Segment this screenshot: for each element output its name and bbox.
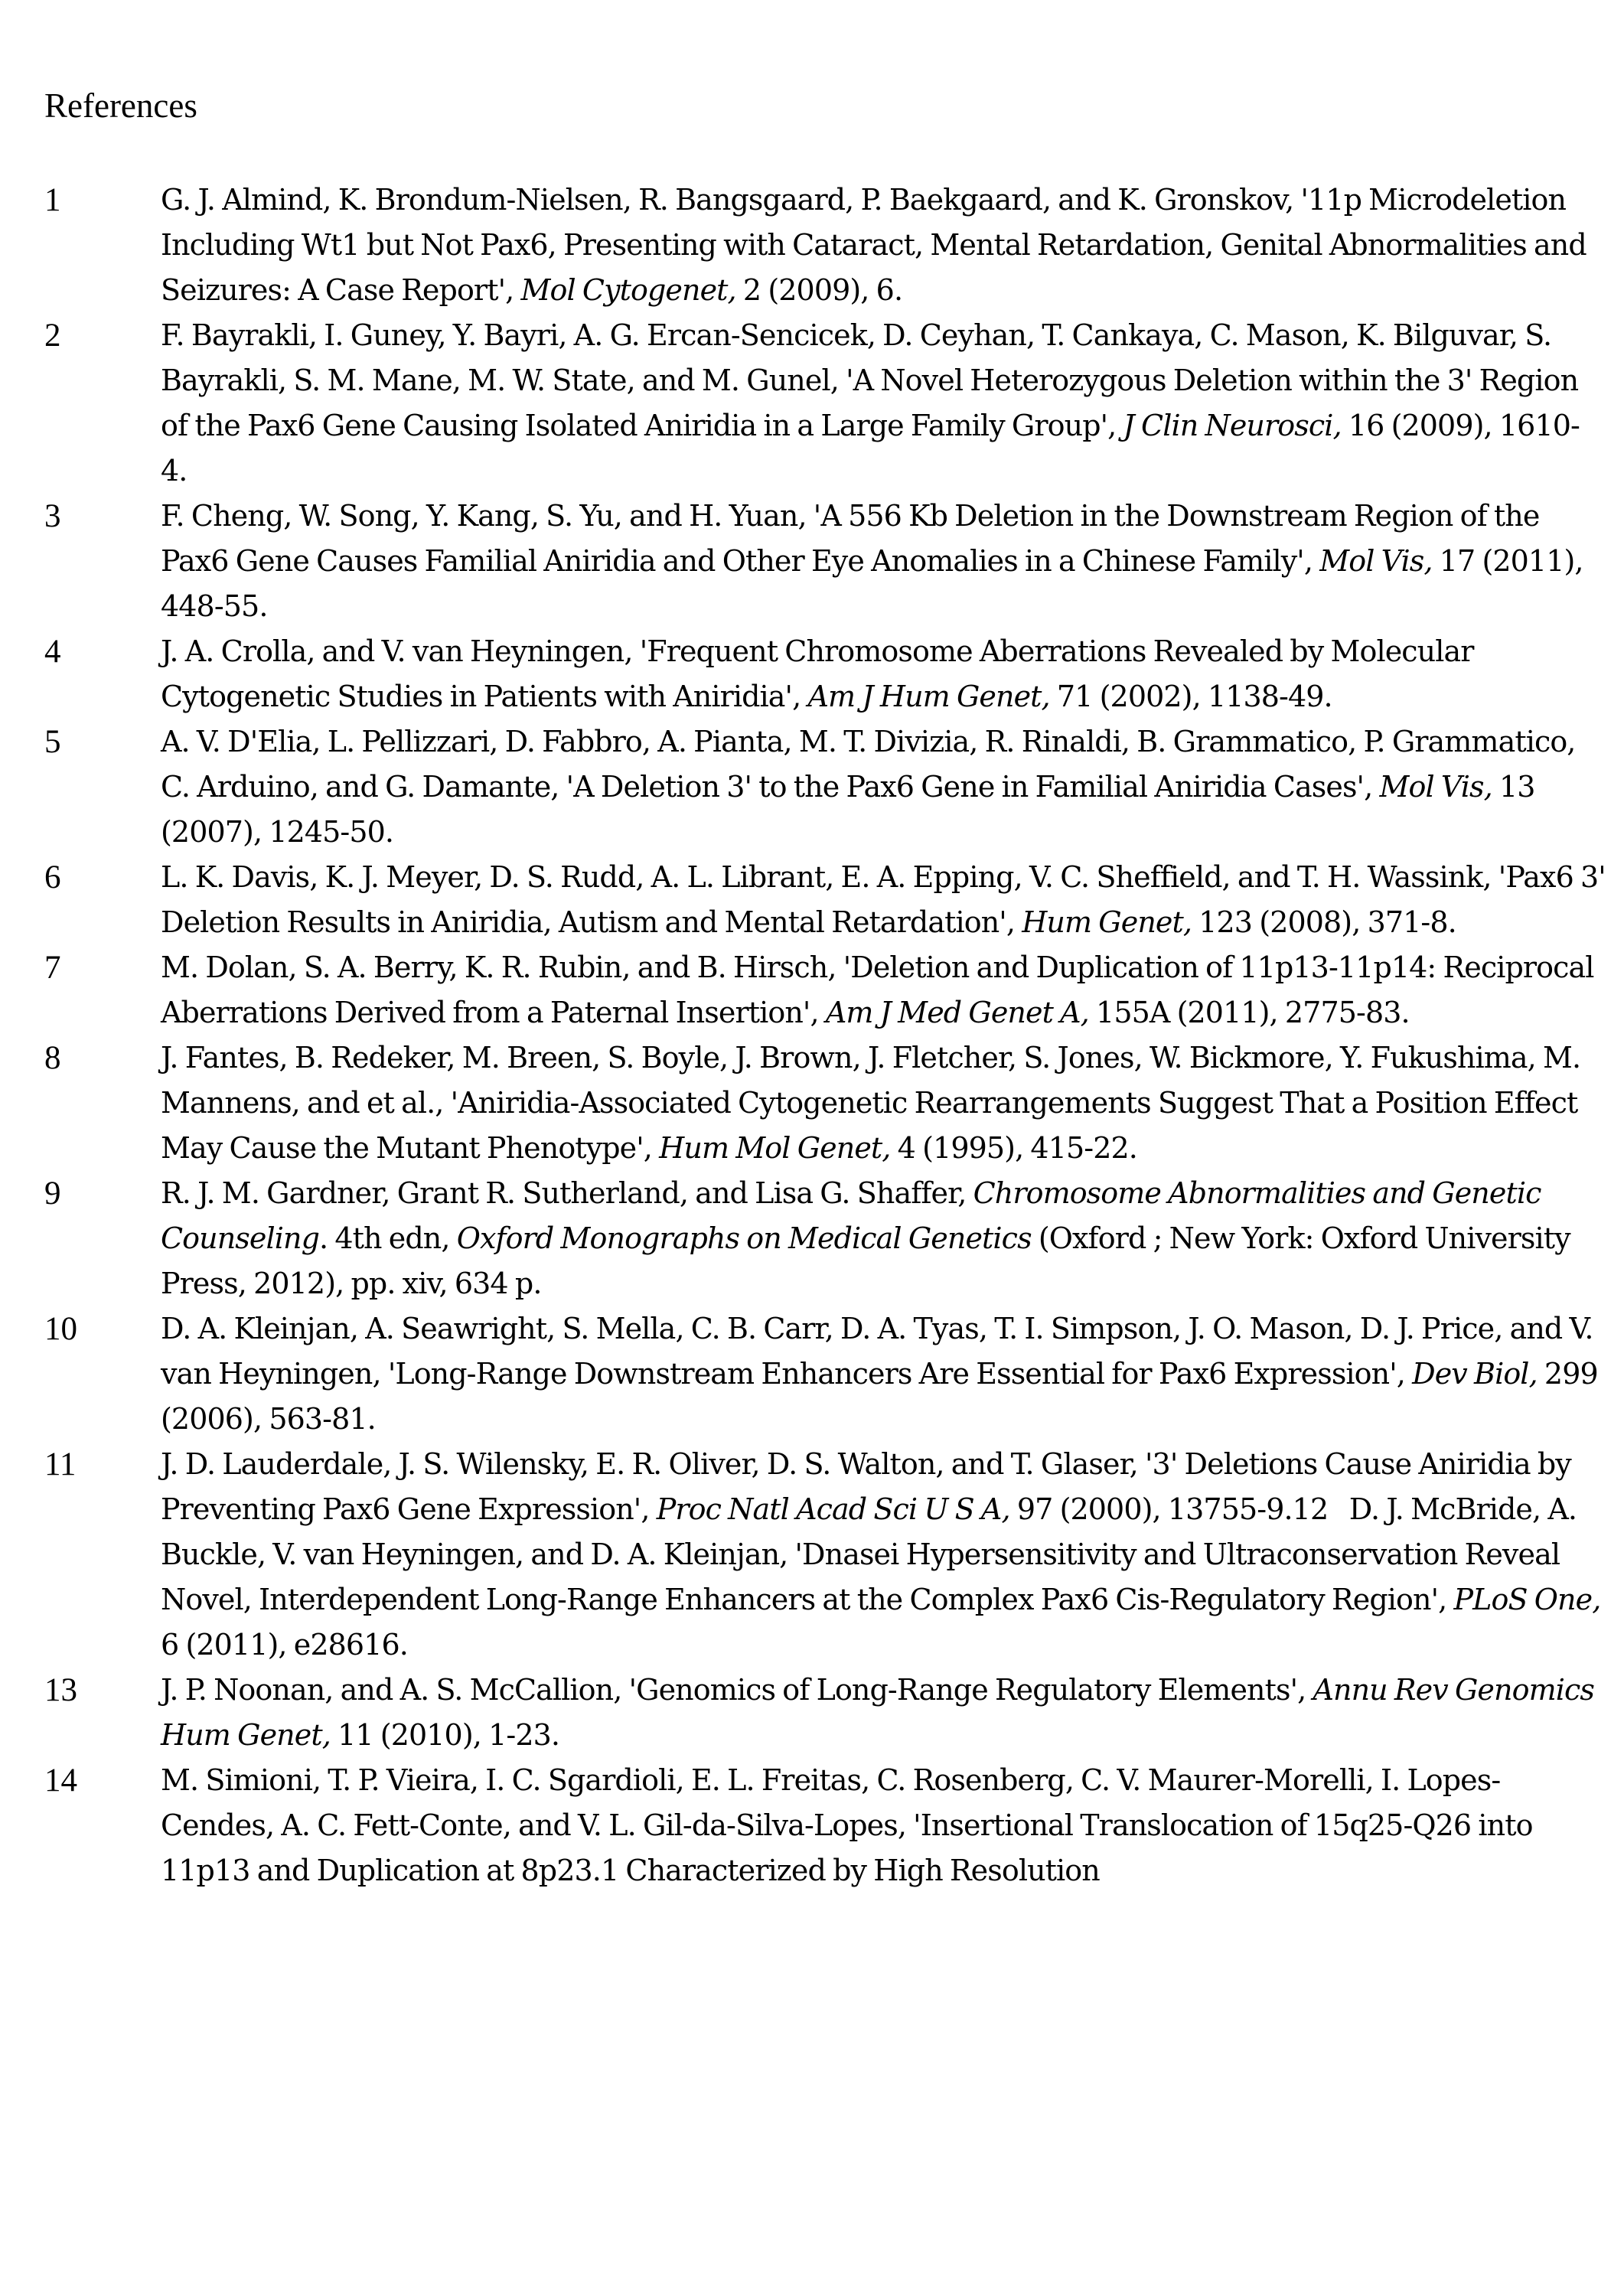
reference-text — [161, 1176, 1570, 1300]
reference-item — [44, 945, 1606, 1035]
reference-item — [44, 494, 1606, 629]
reference-number: 10 — [44, 1311, 77, 1347]
reference-text — [161, 860, 1606, 939]
reference-segment: 2 (2009), 6. — [735, 273, 903, 307]
reference-source-italic: Am J Med Genet A, — [825, 996, 1089, 1029]
reference-text — [161, 318, 1580, 488]
reference-segment: J. P. Noonan, and A. S. McCallion, 'Genomics of Long-Range Regulatory Elements', — [161, 1673, 1313, 1707]
reference-segment: F. Cheng, W. Song, Y. Kang, S. Yu, and H. Yuan, 'A 556 Kb Deletion in the Downstream Region of the Pax6 Gene Causes Familial Aniridia and Other Eye Anomalies in a Chinese Family', — [161, 499, 1540, 578]
reference-segment: 17 (2011), 448-55. — [161, 544, 1583, 623]
reference-item — [44, 855, 1606, 945]
reference-text — [161, 183, 1586, 307]
reference-segment: R. J. M. Gardner, Grant R. Sutherland, and Lisa G. Shaffer, — [161, 1176, 973, 1210]
reference-number: 13 — [44, 1672, 77, 1708]
reference-segment: . 4th edn, — [319, 1221, 457, 1255]
reference-item — [44, 1442, 1606, 1668]
reference-segment: D. A. Kleinjan, A. Seawright, S. Mella, C. B. Carr, D. A. Tyas, T. I. Simpson, J. O. Mason, D. J. Price, and V. van Heyningen, 'Long-Range Downstream Enhancers Are Essential for Pax6 Expression', — [161, 1312, 1593, 1391]
references-heading: References — [44, 86, 197, 125]
reference-text — [161, 1447, 1600, 1662]
reference-number: 14 — [44, 1763, 77, 1799]
reference-segment: J. D. Lauderdale, J. S. Wilensky, E. R. Oliver, D. S. Walton, and T. Glaser, '3' Deletions Cause Aniridia by Preventing Pax6 Gene Expression', — [161, 1447, 1571, 1526]
reference-source-italic: Mol Cytogenet, — [520, 273, 736, 307]
reference-item — [44, 1035, 1606, 1171]
reference-text — [161, 1763, 1533, 1887]
reference-segment: J. A. Crolla, and V. van Heyningen, 'Frequent Chromosome Aberrations Revealed by Molecular Cytogenetic Studies in Patients with Aniridia', — [161, 634, 1474, 713]
reference-text — [161, 951, 1594, 1029]
reference-list — [44, 178, 1606, 1893]
reference-number: 3 — [44, 498, 61, 534]
reference-segment: J. Fantes, B. Redeker, M. Breen, S. Boyle, J. Brown, J. Fletcher, S. Jones, W. Bickmore, Y. Fukushima, M. Mannens, and et al., 'Aniridia-Associated Cytogenetic Rearrangements Suggest That a Position Effect May Cause the Mutant Phenotype', — [161, 1041, 1581, 1165]
reference-segment: 123 (2008), 371-8. — [1192, 905, 1456, 939]
reference-number: 8 — [44, 1040, 61, 1076]
reference-item — [44, 1668, 1606, 1758]
reference-segment: A. V. D'Elia, L. Pellizzari, D. Fabbro, A. Pianta, M. T. Divizia, R. Rinaldi, B. Grammatico, P. Grammatico, C. Arduino, and G. Damante, 'A Deletion 3' to the Pax6 Gene in Familial Aniridia Cases', — [161, 725, 1576, 804]
reference-text — [161, 499, 1583, 623]
reference-text — [161, 1673, 1594, 1752]
reference-source-italic: Hum Genet, — [1022, 905, 1192, 939]
reference-source-italic: Am J Hum Genet, — [807, 680, 1050, 713]
reference-item — [44, 313, 1606, 494]
reference-segment: 13 (2007), 1245-50. — [161, 770, 1535, 849]
reference-segment: 11 (2010), 1-23. — [330, 1718, 560, 1752]
reference-segment: 97 (2000), 13755-9.12 D. J. McBride, A. Buckle, V. van Heyningen, and D. A. Kleinjan, 'Dnasei Hypersensitivity and Ultraconservation Reveal Novel, Interdependent Long-Range Enhancers at the Complex Pax6 Cis-Regulatory Region', — [161, 1492, 1577, 1616]
reference-source-italic: Oxford Monographs on Medical Genetics — [456, 1221, 1032, 1255]
reference-source-italic: Hum Mol Genet, — [659, 1131, 891, 1165]
reference-source-italic: Dev Biol, — [1412, 1357, 1538, 1391]
reference-segment: L. K. Davis, K. J. Meyer, D. S. Rudd, A. L. Librant, E. A. Epping, V. C. Sheffield, and T. H. Wassink, 'Pax6 3' Deletion Results in Aniridia, Autism and Mental Retardation', — [161, 860, 1606, 939]
reference-text — [161, 1312, 1598, 1436]
reference-source-italic: Mol Vis, — [1319, 544, 1433, 578]
reference-text — [161, 634, 1474, 713]
reference-segment: 71 (2002), 1138-49. — [1049, 680, 1332, 713]
reference-segment: M. Dolan, S. A. Berry, K. R. Rubin, and B. Hirsch, 'Deletion and Duplication of 11p13-11p14: Reciprocal Aberrations Derived from a Paternal Insertion', — [161, 951, 1594, 1029]
reference-segment: 16 (2009), 1610-4. — [161, 409, 1580, 488]
reference-source-italic: Proc Natl Acad Sci U S A, — [656, 1492, 1010, 1526]
reference-number: 4 — [44, 634, 61, 670]
reference-number: 7 — [44, 950, 61, 986]
reference-number: 6 — [44, 859, 61, 895]
reference-item — [44, 1758, 1606, 1893]
reference-item — [44, 1171, 1606, 1306]
reference-text — [161, 725, 1575, 849]
reference-segment: 299 (2006), 563-81. — [161, 1357, 1598, 1436]
reference-segment: G. J. Almind, K. Brondum-Nielsen, R. Bangsgaard, P. Baekgaard, and K. Gronskov, '11p Microdeletion Including Wt1 but Not Pax6, Presenting with Cataract, Mental Retardation, Genital Abnormalities and Seizures: A Case Report', — [161, 183, 1586, 307]
reference-number: 1 — [44, 182, 61, 218]
reference-item — [44, 1306, 1606, 1442]
reference-segment: 155A (2011), 2775-83. — [1088, 996, 1410, 1029]
reference-number: 2 — [44, 318, 61, 354]
reference-segment: 6 (2011), e28616. — [161, 1628, 408, 1662]
reference-source-italic: Annu Rev Genomics Hum Genet, — [161, 1673, 1594, 1752]
reference-source-italic: Chromosome Abnormalities and Genetic Counseling — [161, 1176, 1541, 1255]
reference-item — [44, 178, 1606, 313]
reference-text — [161, 1041, 1580, 1165]
reference-number: 11 — [44, 1446, 77, 1482]
reference-item — [44, 629, 1606, 719]
reference-segment: (Oxford ; New York: Oxford University Press, 2012), pp. xiv, 634 p. — [161, 1221, 1570, 1300]
reference-number: 9 — [44, 1176, 61, 1212]
reference-source-italic: Mol Vis, — [1379, 770, 1492, 804]
reference-segment: M. Simioni, T. P. Vieira, I. C. Sgardioli, E. L. Freitas, C. Rosenberg, C. V. Maurer-Morelli, I. Lopes-Cendes, A. C. Fett-Conte, and V. L. Gil-da-Silva-Lopes, 'Insertional Translocation of 15q25-Q26 into 11p13 and Duplication at 8p23.1 Characterized by High Resolution — [161, 1763, 1533, 1887]
reference-segment: 4 (1995), 415-22. — [890, 1131, 1137, 1165]
reference-item — [44, 719, 1606, 855]
reference-source-italic: PLoS One, — [1453, 1583, 1601, 1616]
reference-source-italic: J Clin Neurosci, — [1123, 409, 1342, 442]
reference-segment: F. Bayrakli, I. Guney, Y. Bayri, A. G. Ercan-Sencicek, D. Ceyhan, T. Cankaya, C. Mason, K. Bilguvar, S. Bayrakli, S. M. Mane, M. W. State, and M. Gunel, 'A Novel Heterozygous Deletion within the 3' Region of the Pax6 Gene Causing Isolated Aniridia in a Large Family Group', — [161, 318, 1579, 442]
reference-number: 5 — [44, 724, 61, 760]
